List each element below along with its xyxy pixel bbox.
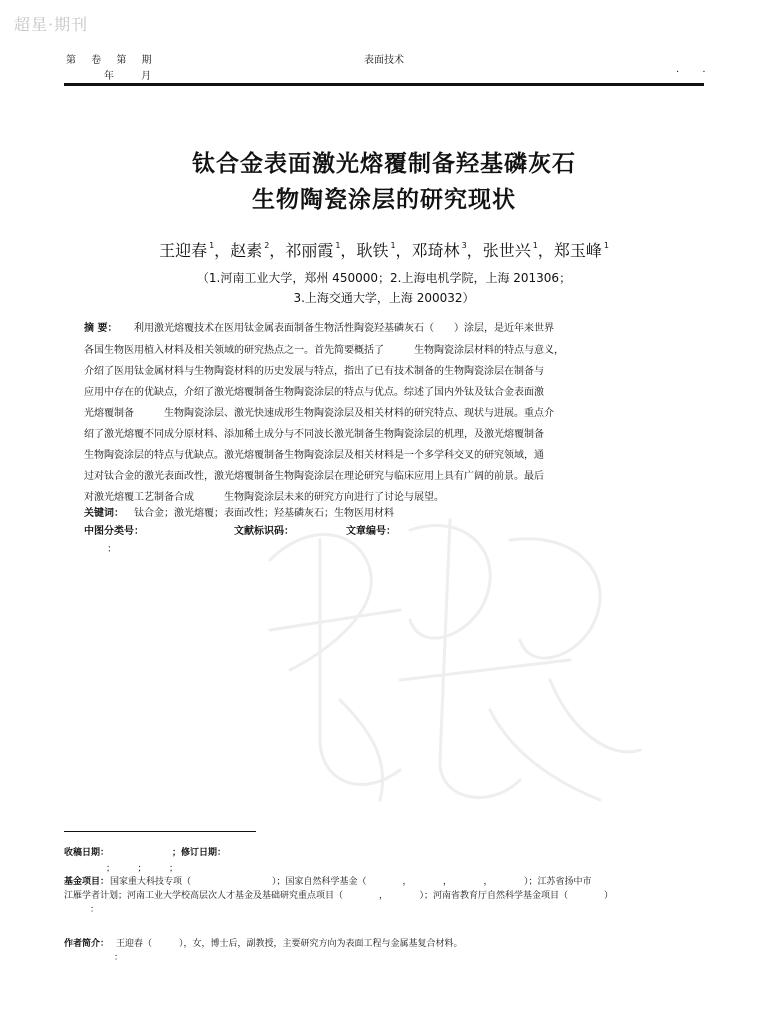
bio-text: 王迎春（ ），女，博士后，副教授，主要研究方向为表面工程与金属基复合材料。 xyxy=(116,939,463,949)
abstract-line: 过对钛合金的激光表面改性，激光熔覆制备生物陶瓷涂层在理论研究与临床应用上具有广阔的前景。最后 xyxy=(84,471,544,482)
classification-sub: ： xyxy=(107,544,117,555)
abstract-line: 对激光熔覆工艺制备合成 生物陶瓷涂层未来的研究方向进行了讨论与展望。 xyxy=(84,492,444,503)
fund-line-1: 国家重大科技专项（ ）；国家自然科学基金（ ， ， ， ）；江苏省扬中市 xyxy=(110,877,592,887)
abstract-line: 生物陶瓷涂层的特点与优缺点。激光熔覆制备生物陶瓷涂层及相关材料是一个多学科交叉的研究领域，通 xyxy=(84,450,544,461)
received-label: 收稿日期： xyxy=(64,848,110,858)
paper-title-line-2: 生物陶瓷涂层的研究现状 xyxy=(252,187,516,213)
author-name: 赵素 xyxy=(230,241,263,260)
keywords-label: 关键词： xyxy=(84,508,124,519)
abstract-label: 摘 要： xyxy=(84,323,118,334)
keywords-text: 钛合金；激光熔覆；表面改性；羟基磷灰石；生物医用材料 xyxy=(134,508,394,519)
affiliation-line-2: 3.上海交通大学，上海 200032） xyxy=(293,291,475,305)
abstract-line: 各国生物医用植入材料及相关领域的研究热点之一。首先简要概括了 生物陶瓷涂层材料的特点与意义， xyxy=(84,345,564,356)
bio-label: 作者简介： xyxy=(64,939,110,949)
paper-title-line-1: 钛合金表面激光熔覆制备羟基磷灰石 xyxy=(192,151,576,177)
logo-watermark xyxy=(250,500,650,830)
author-separator: ， xyxy=(269,241,286,260)
author-name: 王迎春 xyxy=(159,241,208,260)
author-name: 张世兴 xyxy=(482,241,531,260)
bio-sub: ： xyxy=(114,953,124,963)
revised-label: ；修订日期： xyxy=(172,848,227,858)
author-affiliation-mark: 2 xyxy=(264,240,270,250)
author-separator: ， xyxy=(537,241,554,260)
author-separator: ， xyxy=(395,241,412,260)
running-header-journal: 表面技术 xyxy=(364,55,404,66)
author-list xyxy=(0,238,768,261)
header-rule xyxy=(64,83,704,86)
footnote-rule xyxy=(64,831,256,832)
received-sub: ； ； ； xyxy=(106,864,179,874)
fund-line-3: ： xyxy=(90,905,100,915)
fund-line-2: 江雁学者计划；河南工业大学校高层次人才基金及基础研究重点项目（ ， ）；河南省教育厅自然科学基金项目（ ） xyxy=(64,891,614,901)
running-header-date: 年 月 xyxy=(104,71,164,82)
clc-label: 中图分类号： xyxy=(84,526,144,537)
running-header-page: · · xyxy=(676,67,716,78)
author-affiliation-mark: 1 xyxy=(532,240,538,250)
author-name: 郑玉峰 xyxy=(553,241,602,260)
doc-code-label: 文献标识码： xyxy=(234,526,294,537)
author-affiliation-mark: 1 xyxy=(603,240,609,250)
abstract-line: 光熔覆制备 生物陶瓷涂层、激光快速成形生物陶瓷涂层及相关材料的研究特点、现状与进展。重点介 xyxy=(84,408,554,419)
author-affiliation-mark: 1 xyxy=(209,240,215,250)
abstract-line: 利用激光熔覆技术在医用钛金属表面制备生物活性陶瓷羟基磷灰石（ ）涂层，是近年来世界 xyxy=(134,323,554,334)
author-separator: ， xyxy=(466,241,483,260)
author-separator: ， xyxy=(214,241,231,260)
author-separator: ， xyxy=(340,241,357,260)
author-name: 祁丽霞 xyxy=(285,241,334,260)
author-affiliation-mark: 3 xyxy=(461,240,467,250)
brand-watermark: 超星·期刊 xyxy=(14,15,89,34)
author-affiliation-mark: 1 xyxy=(390,240,396,250)
abstract-line: 介绍了医用钛金属材料与生物陶瓷材料的历史发展与特点，指出了已有技术制备的生物陶瓷涂层在制备与 xyxy=(84,366,544,377)
article-no-label: 文章编号： xyxy=(346,526,396,537)
fund-label: 基金项目： xyxy=(64,877,110,887)
affiliation-line-1: （1.河南工业大学，郑州 450000；2.上海电机学院，上海 201306； xyxy=(196,271,572,285)
abstract-line: 绍了激光熔覆不同成分原材料、添加稀土成分与不同波长激光制备生物陶瓷涂层的机理，及激光熔覆制备 xyxy=(84,429,544,440)
running-header-issue: 第 卷 第 期 xyxy=(66,55,158,66)
author-name: 耿铁 xyxy=(356,241,389,260)
abstract-line: 应用中存在的优缺点，介绍了激光熔覆制备生物陶瓷涂层的特点与优点。综述了国内外钛及钛合金表面激 xyxy=(84,387,544,398)
author-affiliation-mark: 1 xyxy=(335,240,341,250)
author-name: 邓琦林 xyxy=(411,241,460,260)
